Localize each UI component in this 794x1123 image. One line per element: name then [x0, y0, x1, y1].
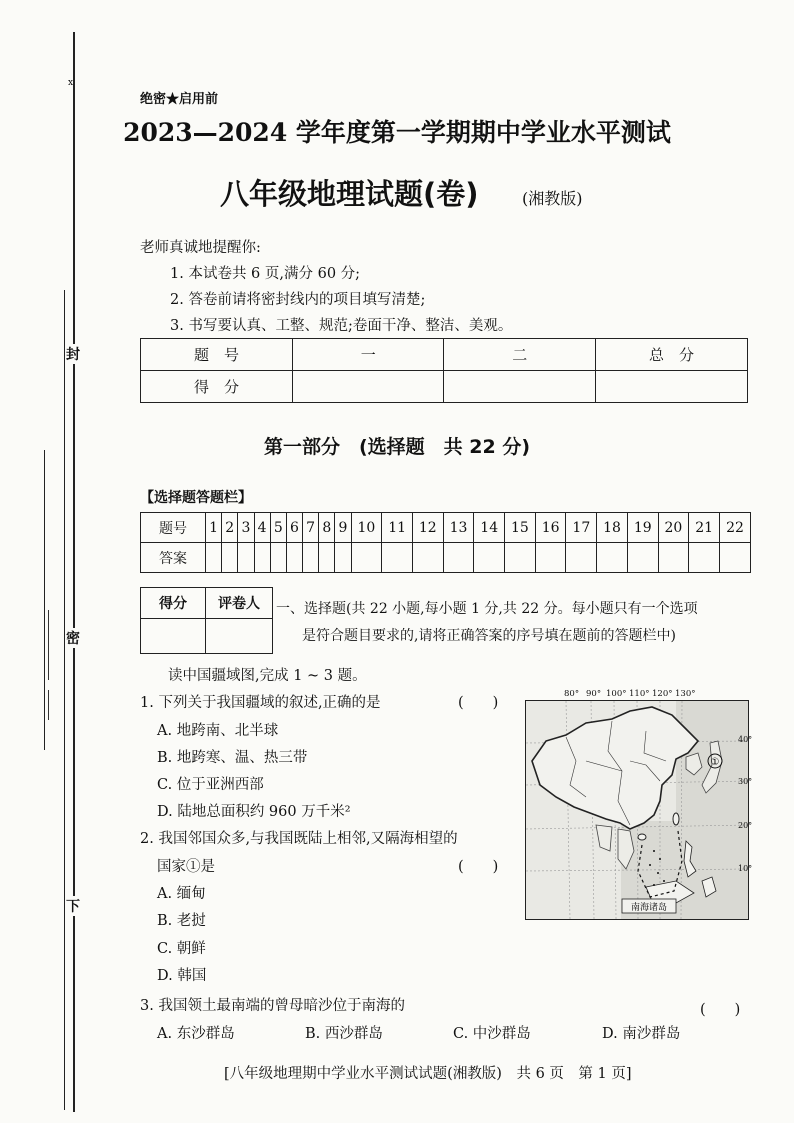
- binding-line-inner2: [44, 450, 45, 750]
- binding-top-mark: x: [68, 78, 74, 88]
- map-drawing: [526, 701, 748, 919]
- notice-heading: 老师真诚地提醒你:: [140, 240, 261, 256]
- question-number: 7: [303, 513, 319, 543]
- answer-cell[interactable]: [206, 543, 222, 573]
- map-lat-label: 20°: [738, 821, 753, 830]
- exam-subtitle: 八年级地理试题(卷): [220, 177, 479, 211]
- answer-cell[interactable]: [319, 543, 335, 573]
- edition-label: (湘教版): [522, 189, 583, 208]
- answer-cell[interactable]: [286, 543, 302, 573]
- q2-option-c[interactable]: C. 朝鲜: [157, 941, 206, 957]
- question-number: 20: [658, 513, 689, 543]
- notice-item: 1. 本试卷共 6 页,满分 60 分;: [170, 266, 361, 282]
- binding-char-seal: 封: [65, 344, 81, 364]
- q1-stem: 1. 下列关于我国疆域的叙述,正确的是: [140, 695, 381, 711]
- q3-option-b[interactable]: B. 西沙群岛: [305, 1026, 383, 1042]
- score-header-part2: 二: [444, 339, 596, 371]
- binding-tick: [48, 610, 49, 680]
- grader-score-label: 得分: [141, 588, 206, 619]
- question-number: 15: [505, 513, 536, 543]
- answer-cell[interactable]: [382, 543, 413, 573]
- q3-stem: 3. 我国领土最南端的曾母暗沙位于南海的: [140, 998, 405, 1014]
- map-lon-label: 120°: [652, 689, 673, 699]
- question-number: 22: [719, 513, 750, 543]
- answer-cell[interactable]: [443, 543, 474, 573]
- notice-item: 2. 答卷前请将密封线内的项目填写清楚;: [170, 292, 426, 308]
- map-lon-label: 80°: [564, 689, 580, 699]
- question-number: 19: [627, 513, 658, 543]
- score-cell-total[interactable]: [596, 371, 748, 403]
- answer-cell[interactable]: [505, 543, 536, 573]
- answer-cell[interactable]: [351, 543, 382, 573]
- question-number: 21: [689, 513, 720, 543]
- map-lat-label: 30°: [738, 777, 753, 786]
- answer-cell[interactable]: [535, 543, 566, 573]
- question-number: 13: [443, 513, 474, 543]
- map-lat-label: 10°: [738, 864, 753, 873]
- score-header-total: 总 分: [596, 339, 748, 371]
- q2-stem: 2. 我国邻国众多,与我国既陆上相邻,又隔海相望的: [140, 831, 458, 847]
- q1-option-d[interactable]: D. 陆地总面积约 960 万千米²: [157, 804, 351, 820]
- score-cell-part1[interactable]: [292, 371, 444, 403]
- q2-option-d[interactable]: D. 韩国: [157, 968, 207, 984]
- question-number: 17: [566, 513, 597, 543]
- binding-line-outer: [73, 32, 75, 1112]
- question-number: 2: [222, 513, 238, 543]
- section1-intro-cont: 是符合题目要求的,请将正确答案的序号填在题前的答题栏中): [302, 628, 676, 644]
- exam-title: 2023—2024 学年度第一学期期中学业水平测试: [123, 118, 671, 147]
- binding-char-below: 下: [65, 896, 81, 916]
- answer-cell[interactable]: [658, 543, 689, 573]
- question-number: 11: [382, 513, 413, 543]
- q1-answer-blank[interactable]: ( ): [458, 695, 499, 711]
- question-number: 18: [597, 513, 628, 543]
- answer-cell[interactable]: [254, 543, 270, 573]
- map-lon-label: 90°: [586, 689, 602, 699]
- answer-bar-row2-label: 答案: [141, 543, 206, 573]
- map-lon-label: 100°: [606, 689, 627, 699]
- q1-option-b[interactable]: B. 地跨寒、温、热三带: [157, 750, 308, 766]
- question-number: 8: [319, 513, 335, 543]
- grader-table: [140, 587, 273, 654]
- answer-cell[interactable]: [627, 543, 658, 573]
- answer-cell[interactable]: [689, 543, 720, 573]
- q1-option-a[interactable]: A. 地跨南、北半球: [157, 723, 279, 739]
- map-lon-label: 110°: [629, 689, 650, 699]
- map-lon-label: 130°: [675, 689, 696, 699]
- answer-cell[interactable]: [719, 543, 750, 573]
- q1-option-c[interactable]: C. 位于亚洲西部: [157, 777, 264, 793]
- question-number: 5: [270, 513, 286, 543]
- read-prompt: 读中国疆域图,完成 1 ~ 3 题。: [168, 668, 367, 684]
- answer-cell[interactable]: [412, 543, 443, 573]
- map-label-south-sea: 南海诸岛: [630, 903, 668, 913]
- question-number: 14: [474, 513, 505, 543]
- answer-cell[interactable]: [566, 543, 597, 573]
- score-table: [140, 338, 748, 403]
- q2-option-b[interactable]: B. 老挝: [157, 913, 206, 929]
- page-footer: [八年级地理期中学业水平测试试题(湘教版) 共 6 页 第 1 页]: [224, 1066, 632, 1082]
- binding-tick: [48, 690, 49, 720]
- answer-cell[interactable]: [222, 543, 238, 573]
- score-row-label: 得 分: [141, 371, 293, 403]
- score-header-part1: 一: [292, 339, 444, 371]
- notice-item: 3. 书写要认真、工整、规范;卷面干净、整洁、美观。: [170, 318, 513, 334]
- question-number: 9: [335, 513, 351, 543]
- question-number: 3: [238, 513, 254, 543]
- part1-title: 第一部分 (选择题 共 22 分): [263, 436, 531, 458]
- question-number: 16: [535, 513, 566, 543]
- question-number: 4: [254, 513, 270, 543]
- score-cell-part2[interactable]: [444, 371, 596, 403]
- answer-cell[interactable]: [335, 543, 351, 573]
- answer-cell[interactable]: [303, 543, 319, 573]
- grader-score-cell[interactable]: [141, 619, 206, 654]
- grader-name-label: 评卷人: [206, 588, 273, 619]
- answer-cell[interactable]: [474, 543, 505, 573]
- q3-answer-blank[interactable]: ( ): [700, 1002, 741, 1018]
- q3-option-a[interactable]: A. 东沙群岛: [157, 1026, 235, 1042]
- binding-char-secret: 密: [65, 628, 81, 648]
- binding-line-inner: [64, 290, 65, 1110]
- answer-cell[interactable]: [238, 543, 254, 573]
- question-number: 10: [351, 513, 382, 543]
- question-number: 12: [412, 513, 443, 543]
- score-header-number: 题 号: [141, 339, 293, 371]
- q2-answer-blank[interactable]: ( ): [458, 859, 499, 875]
- q2-stem-cont: 国家①是: [157, 859, 215, 875]
- q3-option-d[interactable]: D. 南沙群岛: [602, 1026, 681, 1042]
- question-number: 1: [206, 513, 222, 543]
- map-label-circle-1: ①: [710, 757, 720, 768]
- answer-bar-label: 【选择题答题栏】: [140, 490, 252, 506]
- question-number: 6: [286, 513, 302, 543]
- q3-option-c[interactable]: C. 中沙群岛: [453, 1026, 531, 1042]
- answer-bar-table: [140, 512, 751, 573]
- grader-name-cell[interactable]: [206, 619, 273, 654]
- china-territory-map: [525, 700, 749, 920]
- section1-intro: 一、选择题(共 22 小题,每小题 1 分,共 22 分。每小题只有一个选项: [276, 601, 698, 617]
- answer-bar-row1-label: 题号: [141, 513, 206, 543]
- q2-option-a[interactable]: A. 缅甸: [157, 886, 206, 902]
- map-lat-label: 40°: [738, 735, 753, 744]
- confidential-mark: 绝密★启用前: [140, 92, 219, 107]
- answer-cell[interactable]: [597, 543, 628, 573]
- answer-cell[interactable]: [270, 543, 286, 573]
